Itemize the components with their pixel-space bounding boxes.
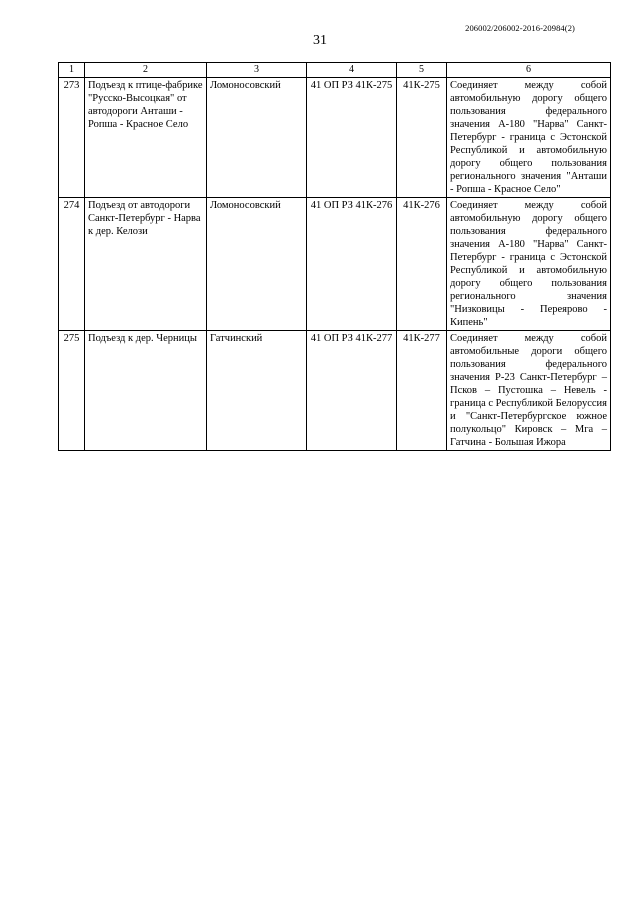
road-identifier: 41 ОП РЗ 41К-277 — [307, 331, 397, 451]
district: Гатчинский — [207, 331, 307, 451]
column-number: 1 — [59, 63, 85, 78]
column-number: 6 — [447, 63, 611, 78]
table-header — [59, 63, 611, 78]
document-id: 206002/206002-2016-20984(2) — [465, 23, 575, 33]
row-number: 275 — [59, 331, 85, 451]
road-description: Соединяет между собой автомобильные дороги общего пользования федерального значения Р-23 Санкт-Петербург – Псков – Пустошка – Невель - граница с Республикой Белоруссия и "Санкт-Петербургское южное полукольцо" Кировск – Мга – Гатчина - Большая Ижора — [447, 331, 611, 451]
road-description: Соединяет между собой автомобильную дорогу общего пользования федерального значения А-180 "Нарва" Санкт-Петербург - граница с Эстонской Республикой и автомобильную дорогу общего пользования регионального значения "Анташи - Ропша - Красное Село" — [447, 78, 611, 198]
column-number: 4 — [307, 63, 397, 78]
road-name: Подъезд к птице-фабрике "Русско-Высоцкая" от автодороги Анташи - Ропша - Красное Село — [85, 78, 207, 198]
district: Ломоносовский — [207, 78, 307, 198]
table-row — [59, 78, 611, 198]
road-identifier: 41 ОП РЗ 41К-275 — [307, 78, 397, 198]
road-code: 41К-277 — [397, 331, 447, 451]
row-number: 274 — [59, 198, 85, 331]
road-identifier: 41 ОП РЗ 41К-276 — [307, 198, 397, 331]
road-description: Соединяет между собой автомобильную дорогу общего пользования федерального значения А-180 "Нарва" Санкт-Петербург - граница с Эстонской Республикой и автомобильную дорогу общего пользования регионального значения "Низковицы - Переярово - Кипень" — [447, 198, 611, 331]
road-code: 41К-275 — [397, 78, 447, 198]
table-body — [59, 78, 611, 451]
road-code: 41К-276 — [397, 198, 447, 331]
roads-register-table — [58, 62, 611, 451]
column-number-row — [59, 63, 611, 78]
road-name: Подъезд от автодороги Санкт-Петербург - Нарва к дер. Келози — [85, 198, 207, 331]
page-number: 31 — [313, 33, 327, 48]
row-number: 273 — [59, 78, 85, 198]
column-number: 5 — [397, 63, 447, 78]
column-number: 2 — [85, 63, 207, 78]
table-row — [59, 331, 611, 451]
district: Ломоносовский — [207, 198, 307, 331]
road-name: Подъезд к дер. Черницы — [85, 331, 207, 451]
table-row — [59, 198, 611, 331]
column-number: 3 — [207, 63, 307, 78]
